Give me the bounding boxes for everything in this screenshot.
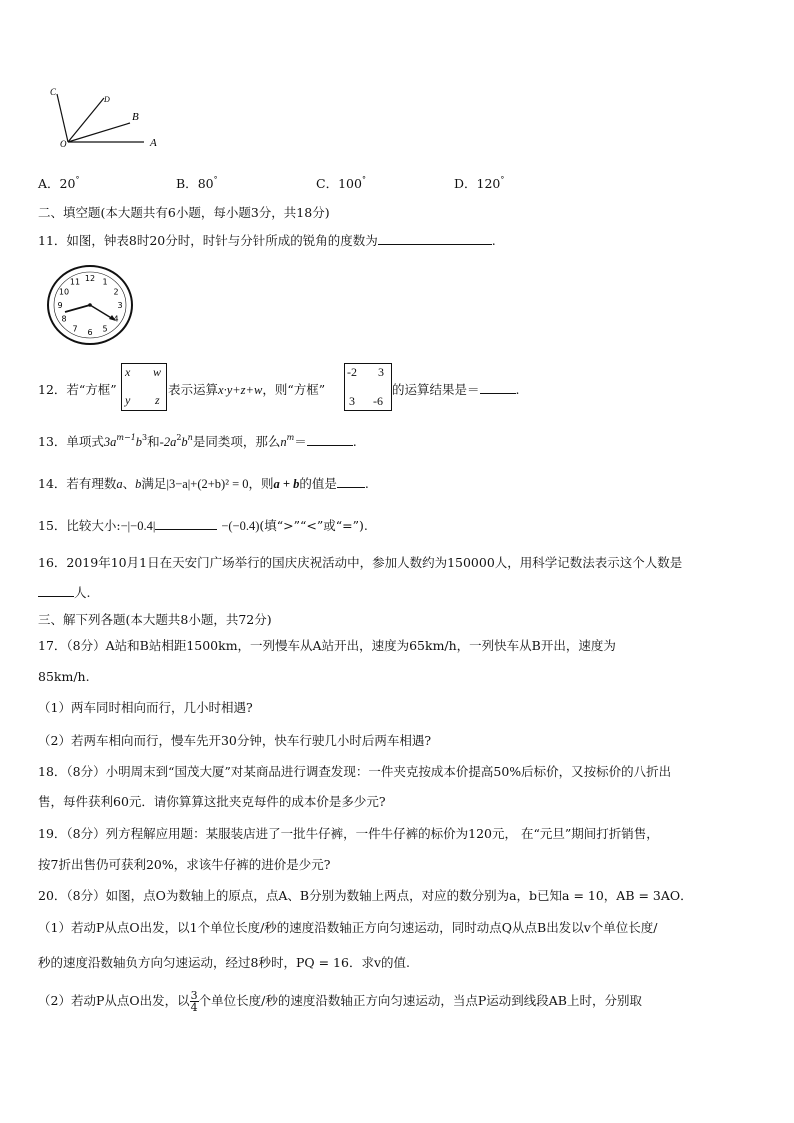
box2-tr: 3 (378, 365, 384, 379)
question-17-sub1: （1）两车同时相向而行，几小时相遇? (38, 700, 253, 715)
q13-term2-exp: 2 (176, 433, 182, 442)
question-16-line2 (38, 583, 90, 601)
clock-number: 1 (102, 277, 108, 287)
option-letter: B． (176, 176, 198, 191)
question-20-sub2 (38, 990, 642, 1013)
q13-n: n (280, 435, 287, 449)
hour-hand (65, 305, 90, 312)
label-d: D (104, 95, 110, 104)
question-17-line2: 85km/h. (38, 669, 90, 684)
question-13 (38, 432, 357, 450)
option-unit: ° (213, 175, 218, 184)
clock-number: 7 (72, 324, 78, 334)
question-11 (38, 231, 496, 249)
q10-option-c (316, 174, 366, 192)
q14-a: a (116, 477, 123, 491)
label-a: A (150, 137, 157, 149)
q15-left: −|−0.4| (120, 519, 156, 533)
q13-term2: -2a (159, 435, 177, 449)
clock-number: 9 (57, 301, 63, 310)
question-16-line1: 16．2019年10月1日在天安门广场举行的国庆庆祝活动中，参加人数约为150000人，用科学记数法表示这个人数是 (38, 555, 683, 570)
answer-blank[interactable] (307, 433, 353, 446)
q12-mid2: ，则“方框” (262, 382, 326, 397)
label-b: B (132, 111, 139, 123)
q13-term2-b: b (181, 435, 188, 449)
ray-od (68, 98, 104, 142)
clock-center (88, 303, 92, 307)
q10-option-b (176, 174, 218, 192)
q12-mid (168, 380, 325, 398)
q14-ab: a + b (273, 477, 300, 491)
q20-sub2-post: 个单位长度/秒的速度沿数轴正方向匀速运动，当点P运动到线段AB上时，分别取 (198, 993, 642, 1008)
clock-number: 5 (102, 324, 108, 334)
q14-b: b (135, 477, 142, 491)
q13-eq: ＝ (294, 434, 307, 449)
operation-box-2 (344, 363, 392, 411)
question-19-line1: 19．（8分）列方程解应用题：某服装店进了一批牛仔裤，一件牛仔裤的标价为120元， 在“元旦”期间打折销售， (38, 826, 659, 841)
clock-number: 4 (113, 314, 119, 324)
clock-number: 3 (117, 301, 123, 310)
answer-blank[interactable] (155, 517, 217, 530)
option-unit: ° (500, 175, 505, 184)
answer-blank[interactable] (378, 232, 492, 245)
question-17-sub2: （2）若两车相向而行，慢车先开30分钟，快车行驶几小时后两车相遇? (38, 733, 432, 748)
q14-mid: 满足 (141, 476, 167, 491)
q13-n-exp: m (286, 433, 295, 442)
section3-heading: 三、解下列各题(本大题共8小题，共72分) (38, 612, 272, 627)
section2-heading: 二、填空题(本大题共有6小题，每小题3分，共18分) (38, 205, 330, 220)
q16-line2: 人. (74, 585, 91, 600)
q12-end: . (515, 382, 520, 397)
clock-number: 6 (87, 328, 93, 337)
option-letter: C． (316, 176, 339, 191)
label-c: C (50, 87, 57, 97)
question-18-line1: 18．（8分）小明周末到“国茂大厦”对某商品进行调查发现：一件夹克按成本价提高50%后标价，又按标价的八折出 (38, 764, 672, 779)
q13-term1-exp: m−1 (116, 433, 136, 442)
box1-z: z (155, 393, 160, 407)
angle-figure (40, 82, 170, 150)
question-12 (38, 380, 117, 398)
q13-and: 和 (147, 434, 160, 449)
option-value: 80 (197, 176, 214, 191)
q14-post2: 的值是 (299, 476, 337, 491)
q13-term1-b: b (135, 435, 143, 449)
answer-blank[interactable] (337, 475, 365, 488)
box2-bl: 3 (349, 394, 355, 408)
q13-pre: 13．单项式 (38, 434, 104, 449)
fraction-numerator: 3 (190, 989, 198, 1002)
clock-figure (46, 264, 134, 346)
answer-blank[interactable] (38, 584, 74, 597)
fraction-denominator: 4 (190, 1001, 198, 1014)
q12-expr: x·y+z+w (218, 383, 263, 397)
q13-end: . (352, 434, 357, 449)
q14-expr: |3−a|+(2+b)² = 0 (166, 477, 249, 491)
question-17-line1: 17．（8分）A站和B站相距1500km，一列慢车从A站开出，速度为65km/h，一列快车从B开出，速度为 (38, 638, 616, 653)
label-o: O (60, 139, 67, 149)
clock-number: 12 (84, 274, 96, 283)
q15-right: −(−0.4) (221, 519, 260, 533)
question-19-line2: 按7折出售仍可获利20%，求该牛仔裤的进价是少元? (38, 857, 331, 872)
operation-box-1 (121, 363, 167, 411)
ray-oc (57, 94, 68, 142)
question-20-sub1a: （1）若动P从点O出发，以1个单位长度/秒的速度沿数轴正方向匀速运动，同时动点Q从点B出发以v个单位长度/ (38, 920, 658, 935)
option-value: 20 (59, 176, 76, 191)
question-20-sub1b: 秒的速度沿数轴负方向匀速运动，经过8秒时，PQ = 16．求v的值. (38, 955, 410, 970)
ray-ob (68, 123, 130, 142)
question-18-line2: 售，每件获利60元．请你算算这批夹克每件的成本价是多少元? (38, 794, 386, 809)
option-letter: D． (454, 176, 477, 191)
box1-x: x (125, 365, 131, 379)
q13-post: 是同类项，那么 (192, 434, 281, 449)
q13-term2-b-exp: n (187, 433, 193, 442)
q10-option-a (38, 174, 79, 192)
q12-pre: 12．若“方框” (38, 382, 117, 397)
q20-sub2-pre: （2）若动P从点O出发，以 (38, 993, 190, 1008)
question-15 (38, 516, 368, 534)
option-unit: ° (75, 175, 80, 184)
q14-post: ，则 (248, 476, 274, 491)
q12-post-text: 的运算结果是＝ (392, 382, 480, 397)
box1-w: w (153, 365, 162, 379)
clock-number: 8 (61, 314, 67, 324)
option-letter: A． (38, 176, 60, 191)
q15-pre: 15．比较大小: (38, 518, 121, 533)
q11-end: . (491, 233, 496, 248)
q14-sep: 、 (122, 476, 136, 491)
option-value: 100 (338, 176, 362, 191)
minute-hand (90, 305, 113, 319)
q15-hint: (填“>”“<”或“=”). (259, 518, 368, 533)
fraction-three-quarters (190, 990, 199, 1013)
option-value: 120 (476, 176, 501, 191)
question-20-line1: 20．（8分）如图，点O为数轴上的原点，点A、B分别为数轴上两点，对应的数分别为a，b已知a = 10，AB = 3AO． (38, 888, 693, 903)
q14-pre: 14．若有理数 (38, 476, 117, 491)
question-14 (38, 474, 369, 492)
box2-br: -6 (373, 394, 383, 408)
q12-post (392, 380, 520, 398)
clock-number: 10 (58, 287, 70, 297)
q12-mid-text: 表示运算 (168, 382, 219, 397)
q10-option-d (454, 174, 504, 192)
clock-number: 2 (113, 287, 119, 297)
q14-end: . (364, 476, 369, 491)
q13-term1: 3a (103, 435, 117, 449)
q13-term1-b-exp: 3 (142, 433, 148, 442)
answer-blank[interactable] (480, 381, 516, 394)
box2-tl: -2 (347, 365, 357, 379)
clock-number: 11 (69, 277, 81, 287)
option-unit: ° (361, 175, 366, 184)
box1-y: y (125, 393, 131, 407)
q11-text: 11．如图，钟表8时20分时，时针与分针所成的锐角的度数为 (38, 233, 378, 248)
